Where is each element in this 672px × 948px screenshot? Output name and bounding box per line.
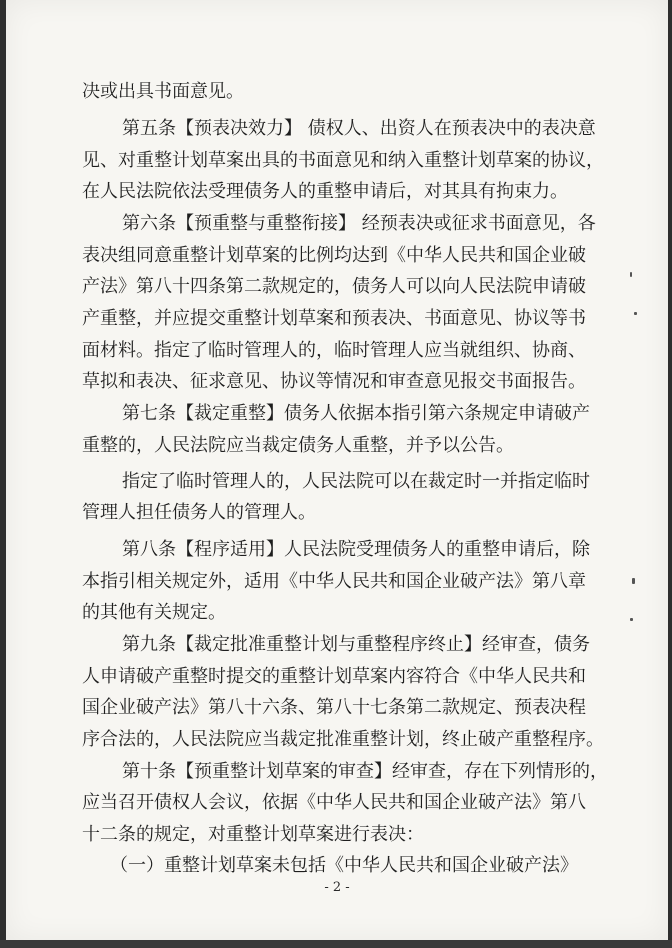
text-line: 管理人担任债务人的管理人。 xyxy=(82,502,316,523)
article-10-heading-line: 第十条【预重整计划草案的审查】经审查，存在下列情形的， xyxy=(122,761,608,782)
text-line: 表决组同意重整计划草案的比例均达到《中华人民共和国企业破 xyxy=(82,245,586,266)
scan-speck xyxy=(630,618,633,621)
text-line: 人申请破产重整时提交的重整计划草案内容符合《中华人民共和 xyxy=(82,666,586,687)
text-line: 国企业破产法》第八十六条、第八十七条第二款规定、预表决程 xyxy=(82,697,586,718)
text-line: 十二条的规定，对重整计划草案进行表决： xyxy=(82,824,424,845)
text-line: 序合法的，人民法院应当裁定批准重整计划，终止破产重整程序。 xyxy=(82,729,604,750)
text-line: 见、对重整计划草案出具的书面意见和纳入重整计划草案的协议， xyxy=(82,150,604,171)
text-line: 本指引相关规定外，适用《中华人民共和国企业破产法》第八章 xyxy=(82,571,586,592)
text-line: 指定了临时管理人的，人民法院可以在裁定时一并指定临时 xyxy=(122,471,590,492)
text-line: 重整的，人民法院应当裁定债务人重整，并予以公告。 xyxy=(82,435,514,456)
scan-speck xyxy=(632,578,635,584)
article-5-heading-line: 第五条【预表决效力】 债权人、出资人在预表决中的表决意 xyxy=(122,118,596,139)
document-page xyxy=(6,0,668,940)
page-number: - 2 - xyxy=(324,880,350,895)
text-line: 应当召开债权人会议，依据《中华人民共和国企业破产法》第八 xyxy=(82,792,586,813)
text-line: 产重整，并应提交重整计划草案和预表决、书面意见、协议等书 xyxy=(82,308,586,329)
text-line: 面材料。指定了临时管理人的，临时管理人应当就组织、协商、 xyxy=(82,340,586,361)
text-line: 的其他有关规定。 xyxy=(82,602,226,623)
article-8-heading-line: 第八条【程序适用】人民法院受理债务人的重整申请后，除 xyxy=(122,539,590,560)
text-line: 产法》第八十四条第二款规定的，债务人可以向人民法院申请破 xyxy=(82,276,586,297)
item-1-line: （一）重整计划草案未包括《中华人民共和国企业破产法》 xyxy=(110,855,578,876)
article-7-heading-line: 第七条【裁定重整】债务人依据本指引第六条规定申请破产 xyxy=(122,403,590,424)
text-line: 草拟和表决、征求意见、协议等情况和审查意见报交书面报告。 xyxy=(82,371,586,392)
scan-speck xyxy=(630,272,632,277)
text-line: 决或出具书面意见。 xyxy=(82,81,244,102)
scan-bottom-edge xyxy=(0,940,672,948)
article-9-heading-line: 第九条【裁定批准重整计划与重整程序终止】经审查，债务 xyxy=(122,634,590,655)
article-6-heading-line: 第六条【预重整与重整衔接】 经预表决或征求书面意见，各 xyxy=(122,213,596,234)
text-line: 在人民法院依法受理债务人的重整申请后，对其具有拘束力。 xyxy=(82,181,568,202)
scan-speck xyxy=(634,312,637,315)
